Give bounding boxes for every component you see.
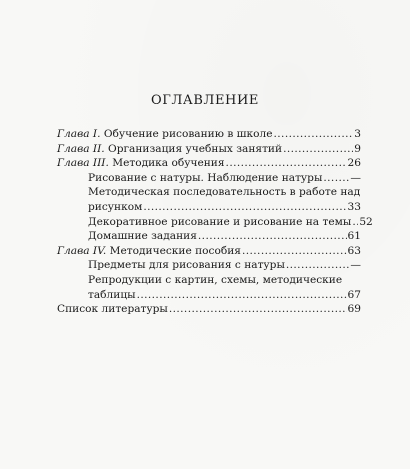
toc-entry-section: [57, 171, 361, 186]
leader-dots: [274, 127, 354, 142]
leader-dots: [283, 142, 353, 157]
toc-entry-label: [57, 244, 241, 259]
toc-entry-section: [57, 258, 361, 273]
toc-entry-label: [57, 156, 225, 171]
page-number: 63: [347, 244, 361, 257]
entry-text: Рисование с натуры. Наблюдение натуры: [88, 171, 323, 184]
leader-dots: [137, 288, 347, 303]
page-number: 69: [347, 303, 361, 316]
toc-entry-section: [57, 215, 373, 230]
toc-entry-section: [57, 229, 361, 244]
entry-text: Методика обучения: [108, 157, 225, 170]
chapter-number: Глава II.: [57, 142, 105, 155]
toc-entry-chapter-1: [57, 127, 361, 142]
toc-entry-label: [57, 127, 273, 142]
chapter-number: Глава I.: [57, 128, 101, 140]
entry-text: Декоративное рисование и рисование на темы: [88, 215, 352, 228]
table-of-contents: [57, 127, 373, 317]
leader-dots: [352, 215, 358, 230]
toc-entry-section-line: Репродукции с картин, схемы, методические: [88, 273, 343, 286]
toc-entry-bibliography: [57, 302, 361, 317]
leader-dots: [169, 302, 347, 317]
entry-text: рисунком: [88, 200, 143, 213]
page-number: 33: [347, 200, 361, 213]
toc-entry-chapter-2: [57, 142, 361, 157]
toc-entry-chapter-4: [57, 244, 361, 259]
toc-entry-section: [57, 288, 361, 303]
toc-entry-section-line: Методическая последовательность в работе над: [88, 186, 361, 199]
leader-dots: [143, 200, 346, 215]
leader-dots: [198, 229, 347, 244]
entry-text: Организация учебных занятий: [104, 142, 283, 155]
toc-entry-label: [57, 142, 282, 157]
page-number: 52: [359, 215, 373, 228]
leader-dots: [226, 156, 347, 171]
leader-dots: [323, 171, 349, 186]
chapter-number: Глава IV.: [57, 244, 107, 257]
toc-entry-chapter-3: [57, 156, 361, 171]
page-number: 67: [347, 288, 361, 301]
leader-dots: [242, 244, 347, 259]
toc-title: ОГЛАВЛЕНИЕ: [150, 93, 259, 108]
entry-text: Обучение рисованию в школе: [100, 128, 273, 140]
leader-dots: [286, 258, 350, 273]
page-number: 61: [347, 230, 361, 243]
entry-text: Методические пособия: [106, 244, 241, 257]
entry-text: таблицы: [88, 288, 136, 301]
page-number: —: [350, 259, 361, 272]
toc-entry-section: [57, 200, 361, 215]
entry-text: Список литературы: [57, 303, 168, 316]
entry-text: Предметы для рисования с натуры: [88, 259, 285, 272]
page-number: —: [350, 171, 361, 184]
page-number: 3: [354, 128, 361, 140]
page-number: 9: [354, 142, 361, 155]
chapter-number: Глава III.: [57, 157, 109, 170]
entry-text: Домашние задания: [88, 230, 197, 243]
page-number: 26: [347, 157, 361, 170]
